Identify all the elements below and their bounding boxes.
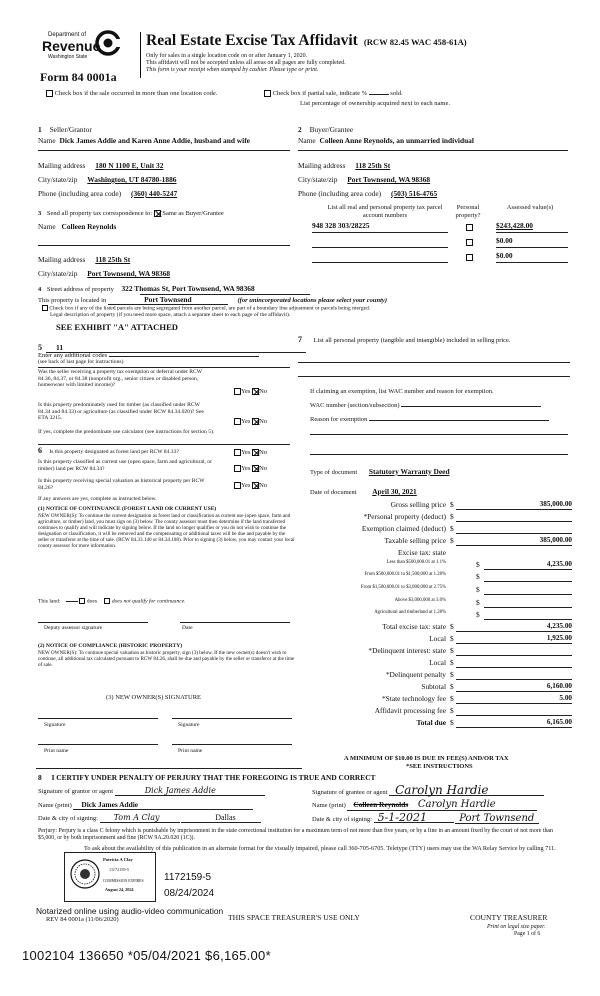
forest-no-checkbox[interactable] bbox=[252, 449, 259, 456]
tax-row-label: *Personal property (deduct) bbox=[363, 512, 446, 521]
historic-no-checkbox[interactable] bbox=[252, 482, 259, 489]
dept-line: Department of bbox=[48, 32, 87, 38]
same-as-buyer-checkbox[interactable] bbox=[154, 210, 161, 217]
tax-row-label: Local bbox=[429, 658, 446, 667]
parcel-account[interactable] bbox=[312, 237, 448, 248]
property-street-row: 4 Street address of property 322 Thomas St, Port Townsend, WA 98368 bbox=[38, 284, 255, 293]
notice-compliance-body: NEW OWNER(S): To continue special valuation as historic property, sign (3) below. If the new owner(s) doesn't wish to continue, all additional tax calculated pursuant to RCW 84.26, shall be due and payable by the seller or transferor at the time of sale. bbox=[38, 650, 295, 669]
seller-mail-row: Mailing address 180 N 1100 E, Unit 32 bbox=[38, 161, 164, 170]
grantee-name-handwritten: Carolyn Hardie bbox=[417, 799, 496, 810]
buyer-heading: 2 Buyer/Grantee bbox=[298, 125, 354, 134]
print-name-label-1: Print name bbox=[44, 748, 69, 754]
grantor-signature[interactable]: Dick James Addie bbox=[115, 787, 265, 796]
tax-row-label: Gross selling price bbox=[390, 500, 446, 509]
seller-city-row: City/state/zip Washington, UT 84780-1886 bbox=[38, 175, 177, 184]
tax-row-label: Total excise tax: state bbox=[382, 622, 446, 631]
tax-row-amount[interactable] bbox=[456, 706, 572, 716]
dor-logo bbox=[40, 32, 130, 68]
tax-row-dollar: $ bbox=[450, 706, 454, 715]
current-use-yes-no: Yes No bbox=[234, 465, 267, 473]
deputy-date-label: Date bbox=[182, 625, 193, 631]
exemption-yes-checkbox[interactable] bbox=[234, 388, 241, 395]
parcel-account[interactable] bbox=[312, 252, 448, 263]
tax-row-label: Exemption claimed (deduct) bbox=[361, 524, 446, 533]
correspondence-name-field[interactable]: Colleen Reynolds bbox=[61, 222, 117, 231]
exemption-yes-no: Yes No bbox=[234, 388, 267, 396]
seller-city-field[interactable]: Washington, UT 84780-1886 bbox=[87, 175, 177, 184]
additional-codes-row: Enter any additional codes bbox=[38, 350, 259, 360]
tax-row-amount[interactable] bbox=[456, 524, 572, 534]
forest-yes-no: Yes No bbox=[234, 449, 267, 457]
see-back-note: (see back of last page for instructions) bbox=[38, 359, 124, 365]
notary-commission-date: 08/24/2024 bbox=[164, 888, 215, 899]
continuance-row: This land: does does not qualify for continuance. bbox=[38, 598, 186, 605]
seller-heading: 1 Seller/Grantor bbox=[38, 125, 92, 134]
seller-name-row: Name Dick James Addie and Karen Anne Addie, husband and wife bbox=[38, 136, 250, 145]
grantor-signature-row: Signature of grantor or agent Dick James Addie bbox=[38, 787, 265, 796]
buyer-city-field[interactable]: Port Townsend, WA 98368 bbox=[347, 175, 431, 184]
tax-row-dollar: $ bbox=[450, 646, 454, 655]
minimum-due-note: A MINIMUM OF $10.00 IS DUE IN FEE(S) AND/OR TAX bbox=[344, 755, 509, 762]
tax-row-amount[interactable]: 385,000.00 bbox=[456, 536, 572, 546]
tax-row-amount[interactable] bbox=[456, 646, 572, 656]
doc-date-field[interactable]: April 30, 2021 bbox=[372, 487, 417, 496]
tax-row-amount[interactable]: 5.00 bbox=[456, 694, 572, 704]
reason-line-2 bbox=[310, 434, 568, 435]
header-divider bbox=[140, 32, 141, 78]
state-name: Washington State bbox=[48, 54, 88, 60]
historic-question: Is this property receiving special valuation as historical property per RCW 84.26? bbox=[38, 478, 205, 491]
section6-divider bbox=[38, 444, 290, 445]
predominate-use-note: If yes, complete the predominate use calculator (see instructions for section 5). bbox=[38, 429, 215, 435]
correspondence-mail-row: Mailing address 118 25th St bbox=[38, 255, 131, 264]
parcel-row bbox=[312, 222, 568, 234]
notary-name: Patricia A Clay bbox=[103, 857, 133, 862]
tax-row-dollar: $ bbox=[450, 536, 454, 545]
tax-row-amount[interactable]: 4,235.00 bbox=[456, 622, 572, 632]
form-number: Form 84 0001a bbox=[40, 70, 117, 84]
parcel-col-account: List all real and personal property tax parcel account numbers bbox=[327, 204, 443, 219]
assessed-value[interactable]: $0.00 bbox=[496, 237, 568, 248]
timber-yes-no: Yes No bbox=[234, 418, 267, 426]
grantor-date-row: Date & city of signing: Tom A Clay Dallas bbox=[38, 814, 261, 823]
treasurer-use: THIS SPACE TREASURER'S USE ONLY bbox=[228, 913, 360, 922]
correspondence-city-field[interactable]: Port Townsend, WA 98368 bbox=[87, 269, 171, 278]
partial-sale-option: Check box if partial sale, indicate % sold. bbox=[264, 90, 403, 98]
tax-row-dollar: $ bbox=[476, 572, 480, 581]
new-owner-sig-line-2 bbox=[172, 718, 292, 719]
tax-row-label: Less than $500,000.01 at 1.1% bbox=[386, 560, 446, 565]
tax-row-label: *State technology fee bbox=[381, 694, 446, 703]
timber-question: Is this property predominately used for timber (as classified under RCW 84.34 and 84.33) or agriculture (as classified under RCW 84.34.020)? See ETA 3215. bbox=[38, 402, 204, 422]
segregated-row: Check box if any of the listed parcels are being segregated from another parcel, are part of a boundary line adjustment or parcels being merged. bbox=[42, 305, 582, 312]
forest-yes-checkbox[interactable] bbox=[234, 449, 241, 456]
page-number: Page 1 of 6 bbox=[514, 931, 541, 937]
grantee-name-field[interactable] bbox=[347, 801, 537, 811]
agency-name: Revenue bbox=[42, 38, 101, 54]
doc-type-field[interactable]: Statutory Warranty Deed bbox=[368, 467, 450, 476]
tax-row-label: Excise tax: state bbox=[397, 548, 446, 557]
tax-row-amount[interactable] bbox=[484, 610, 572, 620]
section5-code-row: 5 11 bbox=[38, 337, 306, 355]
tax-row-label: Affidavit processing fee bbox=[374, 706, 446, 715]
personal-property-checkbox[interactable] bbox=[466, 254, 473, 261]
does-not-qualify-checkbox[interactable] bbox=[104, 598, 110, 604]
does-qualify-checkbox[interactable] bbox=[79, 598, 85, 604]
seller-phone-field[interactable]: (360) 440-5247 bbox=[130, 189, 178, 198]
tax-row-label: Above $3,000,000 at 3.0% bbox=[394, 598, 446, 603]
correspondence-name-row: Name Colleen Reynolds bbox=[38, 222, 117, 231]
grantee-city-field[interactable]: Port Townsend bbox=[455, 815, 539, 824]
property-location-row: This property is located in Port Townsend (for unincorporated locations please select your county) bbox=[38, 295, 387, 304]
grantee-date-row: Date & city of signing: 5-1-2021 Port Townsend bbox=[312, 814, 539, 824]
tax-row-label: Total due bbox=[416, 718, 446, 727]
notary-exp-date: August 24, 2024 bbox=[105, 887, 134, 892]
seller-name-field[interactable]: Dick James Addie and Karen Anne Addie, husband and wife bbox=[59, 136, 250, 145]
parcel-account[interactable]: 948 328 303/28225 bbox=[312, 222, 448, 233]
grantee-signature-row: Signature of grantee or agent Carolyn Hardie bbox=[312, 787, 544, 797]
personal-property-list: 7 List all personal property (tangible and intangible) included in selling price. bbox=[298, 335, 511, 344]
location-code-field[interactable]: 11 bbox=[46, 343, 306, 353]
partial-pct-field[interactable] bbox=[369, 94, 389, 95]
tax-row-amount[interactable] bbox=[456, 658, 572, 668]
grantee-name-struck: Colleen Reynolds bbox=[353, 800, 409, 809]
exemption-note: If claiming an exemption, list WAC number and reason for exemption. bbox=[310, 388, 494, 395]
new-owner-signature-title: (3) NEW OWNER(S) SIGNATURE bbox=[106, 694, 202, 701]
parcel-row bbox=[312, 252, 568, 264]
buyer-mail-field[interactable]: 118 25th St bbox=[355, 161, 391, 170]
correspondence-city-row: City/state/zip Port Townsend, WA 98368 bbox=[38, 269, 171, 278]
tax-row-amount[interactable]: 385,000.00 bbox=[456, 500, 572, 510]
notary-id: 11172159-5 bbox=[109, 867, 129, 872]
current-use-yes-checkbox[interactable] bbox=[234, 465, 241, 472]
personal-property-checkbox[interactable] bbox=[466, 224, 473, 231]
deputy-signature-label: Deputy assessor signature bbox=[44, 625, 103, 631]
grantee-date-field[interactable]: 5-1-2021 bbox=[374, 814, 454, 823]
seller-name-line bbox=[38, 150, 290, 151]
grantor-date-field[interactable]: Tom A Clay bbox=[100, 814, 180, 823]
tax-row-amount[interactable]: 6,165.00 bbox=[456, 718, 572, 728]
tax-row-amount[interactable] bbox=[484, 598, 572, 608]
form-revision: REV 84 0001a (11/06/2020) bbox=[46, 916, 119, 923]
wac-field[interactable] bbox=[401, 400, 541, 407]
exhibit-note: SEE EXHIBIT "A" ATTACHED bbox=[56, 322, 179, 332]
signature-label-1: Signature bbox=[44, 722, 66, 728]
notarized-note: Notarized online using audio-video communication bbox=[36, 906, 224, 916]
buyer-name-field[interactable]: Colleen Anne Reynolds, an unmarried individual bbox=[319, 136, 474, 145]
seller-phone-row: Phone (including area code) (360) 440-5247 bbox=[38, 189, 178, 198]
print-legal-note: Print on legal size paper. bbox=[487, 924, 546, 930]
tax-row-label: Agricultural and timberland at 1.28% bbox=[374, 610, 446, 615]
tax-row-label: From $1,500,000.01 to $3,000,000 at 2.75% bbox=[360, 585, 446, 590]
tax-row-dollar: $ bbox=[476, 610, 480, 619]
doc-type-row: Type of document Statutory Warranty Deed bbox=[310, 468, 539, 477]
deputy-sig-line bbox=[38, 622, 148, 623]
historic-yes-checkbox[interactable] bbox=[234, 482, 241, 489]
buyer-mail-row: Mailing address 118 25th St bbox=[298, 161, 391, 170]
timber-yes-checkbox[interactable] bbox=[234, 418, 241, 425]
segregated-checkbox[interactable] bbox=[42, 305, 48, 311]
historic-yes-no: Yes No bbox=[234, 482, 267, 490]
buyer-name-line bbox=[298, 150, 568, 151]
multi-location-option: Check box if the sale occurred in more than one location code. bbox=[46, 90, 217, 98]
notice-compliance-title: (2) NOTICE OF COMPLIANCE (HISTORIC PROPERTY) bbox=[38, 643, 183, 649]
partial-sale-checkbox[interactable] bbox=[264, 90, 271, 97]
buyer-name-row: Name Colleen Anne Reynolds, an unmarried individual bbox=[298, 136, 474, 145]
form-title: Real Estate Excise Tax Affidavit (RCW 82.45 WAC 458-61A) bbox=[146, 32, 467, 49]
tax-row-dollar: $ bbox=[450, 682, 454, 691]
tax-row-amount[interactable] bbox=[484, 585, 572, 595]
tax-row-amount[interactable] bbox=[456, 670, 572, 680]
notary-commission-id: 1172159-5 bbox=[164, 872, 212, 883]
tax-row-dollar: $ bbox=[450, 622, 454, 631]
if-yes-note: If any answers are yes, complete as instructed below. bbox=[38, 496, 157, 502]
doc-date-row: Date of document April 30, 2021 bbox=[310, 488, 462, 497]
print-name-label-2: Print name bbox=[178, 748, 203, 754]
grantor-city-field[interactable]: Dallas bbox=[181, 814, 261, 823]
personal-property-line-1 bbox=[298, 362, 570, 363]
assessed-value[interactable]: $0.00 bbox=[496, 252, 568, 263]
header-notes: Only for sales in a single location code on or after January 1, 2020. This affidavit will not be accepted unless all areas on all pages are fully completed. This form is your receipt when stamped by cashier. Please type or print. bbox=[146, 53, 346, 73]
tax-row-amount[interactable]: 6,160.00 bbox=[456, 682, 572, 692]
tax-row-label: Local bbox=[429, 634, 446, 643]
reason-row: Reason for exemption bbox=[310, 414, 549, 424]
tax-row-amount[interactable] bbox=[484, 572, 572, 582]
reason-line-3 bbox=[310, 454, 568, 455]
correspondence-line-1 bbox=[38, 245, 290, 246]
notary-stamp bbox=[64, 852, 156, 902]
exemption-question: Was the seller receiving a property tax exemption or deferral under RCW 84.36, 84.37, or 84.38 (nonprofit org., senior citizen or disabled person, homeowner with limited income)? bbox=[38, 369, 202, 389]
tax-row-dollar: $ bbox=[450, 512, 454, 521]
tax-row-dollar: $ bbox=[450, 694, 454, 703]
assessed-value[interactable]: $243,428.00 bbox=[496, 222, 568, 233]
grantor-name-field[interactable]: Dick James Addie bbox=[73, 801, 253, 810]
ownership-note: List percentage of ownership acquired next to each name. bbox=[300, 100, 450, 107]
deputy-date-line bbox=[180, 622, 290, 623]
tax-row-amount[interactable] bbox=[456, 512, 572, 522]
exemption-no-checkbox[interactable] bbox=[252, 388, 259, 395]
tax-row-dollar: $ bbox=[450, 658, 454, 667]
forest-question: 6 Is this property designated as forest land per RCW 84.33? bbox=[38, 446, 179, 455]
multi-location-checkbox[interactable] bbox=[46, 90, 53, 97]
grantee-name-row: Name (print) Colleen Reynolds Carolyn Hardie bbox=[312, 801, 537, 811]
correspondence-row: 3 Send all property tax correspondence to: Same as Buyer/Grantee bbox=[38, 210, 224, 217]
notice-continuance-title: (1) NOTICE OF CONTINUANCE (FOREST LAND OR CURRENT USE) bbox=[38, 506, 217, 512]
grantor-name-row: Name (print) Dick James Addie bbox=[38, 801, 253, 810]
tax-row-label: From $500,000.01 to $1,500,000 at 1.28% bbox=[364, 572, 446, 577]
county-treasurer: COUNTY TREASURER bbox=[470, 913, 548, 922]
parcel-col-personal: Personal property? bbox=[455, 204, 481, 219]
section5-divider bbox=[38, 367, 290, 368]
tax-row-label: *Delinquent penalty bbox=[385, 670, 446, 679]
signature-label-2: Signature bbox=[178, 722, 200, 728]
correspondence-mail-field[interactable]: 118 25th St bbox=[95, 255, 131, 264]
tax-row-dollar: $ bbox=[450, 500, 454, 509]
tax-row-label: Subtotal bbox=[421, 682, 446, 691]
print-name-line-2 bbox=[172, 744, 292, 745]
property-location-field[interactable]: Port Townsend bbox=[108, 296, 228, 305]
current-use-no-checkbox[interactable] bbox=[252, 465, 259, 472]
tax-row-dollar: $ bbox=[476, 560, 480, 569]
tax-row-dollar: $ bbox=[450, 634, 454, 643]
print-name-line-1 bbox=[38, 744, 158, 745]
seller-mail-field[interactable]: 180 N 1100 E, Unit 32 bbox=[95, 161, 164, 170]
reason-field[interactable] bbox=[369, 414, 549, 421]
parcel-row bbox=[312, 237, 568, 249]
additional-codes-field[interactable] bbox=[109, 350, 259, 357]
notary-expires: COMMISSION EXPIRES bbox=[103, 879, 144, 883]
grantee-signature[interactable]: Carolyn Hardie bbox=[389, 787, 544, 796]
buyer-phone-field[interactable]: (503) 516-4765 bbox=[390, 189, 438, 198]
certify-heading: 8 I CERTIFY UNDER PENALTY OF PERJURY THAT THE FOREGOING IS TRUE AND CORRECT bbox=[38, 773, 376, 782]
notice-continuance-body: NEW OWNER(S): To continue the current designation as forest land or classification as current use (open space, farm and agriculture, or timber) land, you must sign on (3) below. The county assessor must then determine if the land transferred continues to qualify and will indicate by signing below. If the land no longer qualifies or you do not wish to continue the designation or classification, it will be removed and the compensating or additional taxes will be due and payable by the seller or transferor at the time of sale. (RCW 84.33.140 or 84.34.108). Prior to signing (3) below, you may contact your local county assessor for more information. bbox=[38, 513, 295, 550]
tax-row-dollar: $ bbox=[450, 718, 454, 727]
perjury-note: Perjury: Perjury is a class C felony which is punishable by imprisonment in the state correctional institution for a maximum term of not more than five years, or by a fine in an amount fixed by the court of not more than $5,000, or by both imprisonment and fine (RCW 9A.20.020 (1C)). bbox=[38, 828, 553, 841]
tax-row-amount[interactable]: 1,925.00 bbox=[456, 634, 572, 644]
tax-row-amount[interactable]: 4,235.00 bbox=[484, 560, 572, 570]
current-use-question: Is this property classified as current use (open space, farm and agricultural, or timber) land per RCW 84.34? bbox=[38, 459, 212, 472]
wac-row: WAC number (section/subsection) bbox=[310, 400, 541, 410]
notary-seal-icon bbox=[69, 858, 101, 890]
accessibility-note: To ask about the availability of this publication in an alternate format for the visually impaired, please call 360-705-6705. Teletype (TTY) users may use the WA Relay Service by calling 711. bbox=[84, 845, 556, 852]
tax-row-dollar: $ bbox=[476, 585, 480, 594]
buyer-city-row: City/state/zip Port Townsend, WA 98368 bbox=[298, 175, 431, 184]
tax-row-dollar: $ bbox=[450, 670, 454, 679]
buyer-phone-row: Phone (including area code) (503) 516-4765 bbox=[298, 189, 438, 198]
tax-row-dollar: $ bbox=[476, 598, 480, 607]
timber-no-checkbox[interactable] bbox=[252, 418, 259, 425]
new-owner-sig-line-1 bbox=[38, 718, 158, 719]
personal-property-line-2 bbox=[298, 376, 570, 377]
tax-row-label: Taxable selling price bbox=[384, 536, 446, 545]
receipt-line: 1002104 136650 *05/04/2021 $6,165.00* bbox=[22, 948, 271, 963]
section8-divider bbox=[36, 768, 302, 769]
property-street-field[interactable]: 322 Thomas St, Port Townsend, WA 98368 bbox=[121, 284, 255, 293]
personal-property-checkbox[interactable] bbox=[466, 239, 473, 246]
parcel-col-value: Assessed value(s) bbox=[506, 204, 554, 211]
see-instructions-note: *SEE INSTRUCTIONS bbox=[406, 763, 473, 770]
tax-row-label: *Delinquent interest: state bbox=[368, 646, 446, 655]
dor-logo-icon bbox=[95, 30, 125, 56]
legal-description-label: Legal description of property (if you need more space, attach a separate sheet to each page of the affidavit). bbox=[50, 312, 291, 318]
tax-row-dollar: $ bbox=[450, 524, 454, 533]
